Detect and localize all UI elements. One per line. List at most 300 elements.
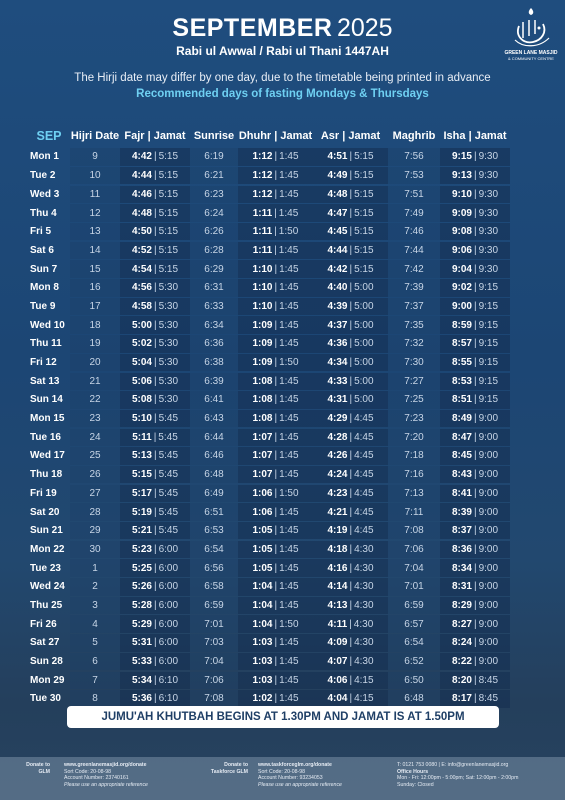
cell-dhuhr: 1:04 | 1:45 bbox=[238, 578, 313, 595]
cell-maghrib: 6:48 bbox=[388, 690, 440, 707]
cell-fajr: 4:50 | 5:15 bbox=[120, 223, 190, 240]
cell-fajr: 5:28 | 6:00 bbox=[120, 597, 190, 614]
cell-fajr: 4:54 | 5:15 bbox=[120, 260, 190, 277]
cell-hijri: 26 bbox=[70, 466, 120, 483]
table-row bbox=[28, 391, 540, 408]
cell-fajr: 5:36 | 6:10 bbox=[120, 690, 190, 707]
cell-dhuhr: 1:04 | 1:45 bbox=[238, 597, 313, 614]
table-row bbox=[28, 223, 540, 240]
cell-isha: 8:34 | 9:00 bbox=[440, 559, 510, 576]
header-month: SEP bbox=[36, 129, 62, 143]
table-row bbox=[28, 354, 540, 371]
cell-dhuhr: 1:05 | 1:45 bbox=[238, 559, 313, 576]
cell-isha: 8:41 | 9:00 bbox=[440, 485, 510, 502]
cell-maghrib: 7:53 bbox=[388, 167, 440, 184]
cell-hijri: 3 bbox=[70, 597, 120, 614]
cell-isha: 9:02 | 9:15 bbox=[440, 279, 510, 296]
cell-sunrise: 7:08 bbox=[190, 690, 238, 707]
cell-hijri: 14 bbox=[70, 242, 120, 259]
cell-maghrib: 7:06 bbox=[388, 541, 440, 558]
title-year: 2025 bbox=[336, 14, 393, 42]
cell-day: Tue 9 bbox=[30, 300, 56, 312]
cell-asr: 4:07 | 4:30 bbox=[313, 653, 388, 670]
cell-isha: 8:24 | 9:00 bbox=[440, 634, 510, 651]
cell-maghrib: 7:18 bbox=[388, 447, 440, 464]
cell-day: Wed 10 bbox=[30, 319, 65, 331]
cell-day: Sun 28 bbox=[30, 656, 63, 668]
cell-dhuhr: 1:07 | 1:45 bbox=[238, 466, 313, 483]
cell-dhuhr: 1:02 | 1:45 bbox=[238, 690, 313, 707]
cell-dhuhr: 1:10 | 1:45 bbox=[238, 279, 313, 296]
cell-asr: 4:19 | 4:45 bbox=[313, 522, 388, 539]
cell-isha: 8:31 | 9:00 bbox=[440, 578, 510, 595]
donate-glm-details: www.greenlanemasjid.org/donate Sort Code: 20-08-98 Account Number: 23740161 Please use an appropriate reference bbox=[64, 762, 194, 788]
cell-isha: 9:13 | 9:30 bbox=[440, 167, 510, 184]
cell-fajr: 5:31 | 6:00 bbox=[120, 634, 190, 651]
cell-maghrib: 7:39 bbox=[388, 279, 440, 296]
cell-maghrib: 6:59 bbox=[388, 597, 440, 614]
cell-day: Fri 5 bbox=[30, 226, 52, 238]
cell-dhuhr: 1:04 | 1:50 bbox=[238, 615, 313, 632]
table-row bbox=[28, 204, 540, 221]
table-row bbox=[28, 279, 540, 296]
cell-day: Thu 25 bbox=[30, 599, 63, 611]
footer bbox=[0, 757, 565, 800]
cell-fajr: 5:08 | 5:30 bbox=[120, 391, 190, 408]
cell-hijri: 9 bbox=[70, 148, 120, 165]
logo-name: GREEN LANE MASJID bbox=[504, 50, 558, 56]
cell-fajr: 5:02 | 5:30 bbox=[120, 335, 190, 352]
cell-asr: 4:37 | 5:00 bbox=[313, 316, 388, 333]
cell-dhuhr: 1:05 | 1:45 bbox=[238, 522, 313, 539]
table-row bbox=[28, 167, 540, 184]
cell-fajr: 5:10 | 5:45 bbox=[120, 410, 190, 427]
cell-day: Sat 6 bbox=[30, 244, 54, 256]
header-isha: Isha | Jamat bbox=[443, 130, 507, 142]
cell-isha: 8:57 | 9:15 bbox=[440, 335, 510, 352]
cell-fajr: 5:19 | 5:45 bbox=[120, 503, 190, 520]
cell-asr: 4:47 | 5:15 bbox=[313, 204, 388, 221]
cell-fajr: 5:21 | 5:45 bbox=[120, 522, 190, 539]
cell-isha: 8:59 | 9:15 bbox=[440, 316, 510, 333]
cell-maghrib: 7:11 bbox=[388, 503, 440, 520]
table-row bbox=[28, 410, 540, 427]
taskforce-donate-link[interactable]: www.taskforceglm.org/donate bbox=[258, 762, 332, 768]
cell-dhuhr: 1:03 | 1:45 bbox=[238, 653, 313, 670]
cell-isha: 8:39 | 9:00 bbox=[440, 503, 510, 520]
cell-maghrib: 7:04 bbox=[388, 559, 440, 576]
cell-sunrise: 6:26 bbox=[190, 223, 238, 240]
cell-fajr: 5:29 | 6:00 bbox=[120, 615, 190, 632]
cell-dhuhr: 1:12 | 1:45 bbox=[238, 167, 313, 184]
page-title bbox=[0, 14, 565, 43]
cell-day: Mon 1 bbox=[30, 151, 59, 163]
cell-maghrib: 6:52 bbox=[388, 653, 440, 670]
table-row bbox=[28, 373, 540, 390]
hijri-months-subtitle: Rabi ul Awwal / Rabi ul Thani 1447AH bbox=[176, 44, 389, 58]
cell-hijri: 17 bbox=[70, 298, 120, 315]
cell-dhuhr: 1:06 | 1:45 bbox=[238, 503, 313, 520]
cell-hijri: 23 bbox=[70, 410, 120, 427]
cell-day: Fri 19 bbox=[30, 487, 57, 499]
cell-fajr: 4:56 | 5:30 bbox=[120, 279, 190, 296]
cell-maghrib: 7:42 bbox=[388, 260, 440, 277]
cell-asr: 4:39 | 5:00 bbox=[313, 298, 388, 315]
cell-dhuhr: 1:11 | 1:50 bbox=[238, 223, 313, 240]
cell-maghrib: 7:13 bbox=[388, 485, 440, 502]
cell-dhuhr: 1:08 | 1:45 bbox=[238, 373, 313, 390]
cell-maghrib: 7:32 bbox=[388, 335, 440, 352]
cell-isha: 9:00 | 9:15 bbox=[440, 298, 510, 315]
cell-day: Thu 11 bbox=[30, 338, 62, 350]
cell-dhuhr: 1:11 | 1:45 bbox=[238, 204, 313, 221]
cell-fajr: 5:04 | 5:30 bbox=[120, 354, 190, 371]
cell-maghrib: 6:54 bbox=[388, 634, 440, 651]
table-row bbox=[28, 260, 540, 277]
cell-fajr: 5:15 | 5:45 bbox=[120, 466, 190, 483]
cell-hijri: 13 bbox=[70, 223, 120, 240]
cell-maghrib: 7:08 bbox=[388, 522, 440, 539]
cell-dhuhr: 1:11 | 1:45 bbox=[238, 242, 313, 259]
table-row bbox=[28, 148, 540, 165]
table-row bbox=[28, 634, 540, 651]
cell-fajr: 4:48 | 5:15 bbox=[120, 204, 190, 221]
cell-sunrise: 6:39 bbox=[190, 373, 238, 390]
masjid-logo bbox=[500, 6, 562, 68]
table-row bbox=[28, 242, 540, 259]
header-fajr: Fajr | Jamat bbox=[124, 130, 186, 142]
cell-day: Sat 13 bbox=[30, 375, 60, 387]
cell-asr: 4:48 | 5:15 bbox=[313, 186, 388, 203]
cell-sunrise: 6:53 bbox=[190, 522, 238, 539]
cell-hijri: 20 bbox=[70, 354, 120, 371]
cell-maghrib: 7:20 bbox=[388, 429, 440, 446]
cell-day: Sun 7 bbox=[30, 263, 58, 275]
donate-glm-label: Donate to GLM bbox=[26, 762, 50, 775]
cell-day: Sun 21 bbox=[30, 525, 63, 537]
cell-sunrise: 6:49 bbox=[190, 485, 238, 502]
cell-asr: 4:40 | 5:00 bbox=[313, 279, 388, 296]
cell-isha: 9:04 | 9:30 bbox=[440, 260, 510, 277]
cell-day: Fri 26 bbox=[30, 618, 57, 630]
table-row bbox=[28, 429, 540, 446]
cell-fajr: 5:11 | 5:45 bbox=[120, 429, 190, 446]
cell-sunrise: 6:21 bbox=[190, 167, 238, 184]
fasting-note: Recommended days of fasting Mondays & Thursdays bbox=[136, 88, 429, 100]
cell-hijri: 18 bbox=[70, 316, 120, 333]
cell-day: Sun 14 bbox=[30, 394, 63, 406]
cell-dhuhr: 1:08 | 1:45 bbox=[238, 410, 313, 427]
cell-asr: 4:21 | 4:45 bbox=[313, 503, 388, 520]
cell-fajr: 5:13 | 5:45 bbox=[120, 447, 190, 464]
cell-day: Mon 22 bbox=[30, 543, 65, 555]
cell-asr: 4:33 | 5:00 bbox=[313, 373, 388, 390]
cell-fajr: 4:42 | 5:15 bbox=[120, 148, 190, 165]
cell-day: Fri 12 bbox=[30, 357, 57, 369]
table-row bbox=[28, 578, 540, 595]
cell-sunrise: 6:54 bbox=[190, 541, 238, 558]
cell-asr: 4:13 | 4:30 bbox=[313, 597, 388, 614]
cell-asr: 4:28 | 4:45 bbox=[313, 429, 388, 446]
cell-asr: 4:24 | 4:45 bbox=[313, 466, 388, 483]
cell-fajr: 5:34 | 6:10 bbox=[120, 672, 190, 689]
cell-isha: 8:20 | 8:45 bbox=[440, 672, 510, 689]
header-dhuhr: Dhuhr | Jamat bbox=[238, 130, 313, 142]
cell-dhuhr: 1:05 | 1:45 bbox=[238, 541, 313, 558]
cell-dhuhr: 1:07 | 1:45 bbox=[238, 447, 313, 464]
jumuah-banner: JUMU'AH KHUTBAH BEGINS AT 1.30PM AND JAMAT IS AT 1.50PM bbox=[67, 706, 499, 728]
prayer-timetable bbox=[28, 125, 540, 708]
table-row bbox=[28, 186, 540, 203]
cell-sunrise: 6:29 bbox=[190, 260, 238, 277]
cell-maghrib: 7:27 bbox=[388, 373, 440, 390]
cell-maghrib: 7:44 bbox=[388, 242, 440, 259]
header-sunrise: Sunrise bbox=[193, 130, 235, 142]
cell-fajr: 4:52 | 5:15 bbox=[120, 242, 190, 259]
cell-hijri: 21 bbox=[70, 373, 120, 390]
table-row bbox=[28, 597, 540, 614]
cell-asr: 4:49 | 5:15 bbox=[313, 167, 388, 184]
cell-hijri: 8 bbox=[70, 690, 120, 707]
cell-isha: 8:43 | 9:00 bbox=[440, 466, 510, 483]
cell-day: Thu 18 bbox=[30, 469, 63, 481]
cell-isha: 9:10 | 9:30 bbox=[440, 186, 510, 203]
cell-sunrise: 6:33 bbox=[190, 298, 238, 315]
header-maghrib: Maghrib bbox=[392, 130, 436, 142]
cell-hijri: 12 bbox=[70, 204, 120, 221]
cell-isha: 8:17 | 8:45 bbox=[440, 690, 510, 707]
cell-sunrise: 6:41 bbox=[190, 391, 238, 408]
cell-isha: 9:08 | 9:30 bbox=[440, 223, 510, 240]
cell-asr: 4:06 | 4:15 bbox=[313, 672, 388, 689]
cell-day: Wed 17 bbox=[30, 450, 65, 462]
cell-day: Wed 24 bbox=[30, 581, 65, 593]
cell-asr: 4:26 | 4:45 bbox=[313, 447, 388, 464]
header-asr: Asr | Jamat bbox=[320, 130, 381, 142]
cell-maghrib: 7:37 bbox=[388, 298, 440, 315]
cell-day: Mon 29 bbox=[30, 674, 65, 686]
cell-maghrib: 7:35 bbox=[388, 316, 440, 333]
logo-subtitle: & COMMUNITY CENTRE bbox=[508, 56, 554, 61]
cell-asr: 4:34 | 5:00 bbox=[313, 354, 388, 371]
cell-sunrise: 7:04 bbox=[190, 653, 238, 670]
cell-hijri: 19 bbox=[70, 335, 120, 352]
cell-day: Tue 16 bbox=[30, 431, 61, 443]
cell-asr: 4:29 | 4:45 bbox=[313, 410, 388, 427]
table-row bbox=[28, 485, 540, 502]
table-row bbox=[28, 503, 540, 520]
donate-taskforce-label: Donate to Taskforce GLM bbox=[210, 762, 248, 775]
table-row bbox=[28, 316, 540, 333]
donate-taskforce-details: www.taskforceglm.org/donate Sort Code: 20-08-98 Account Number: 93234053 Please use an appropriate reference bbox=[258, 762, 388, 788]
cell-sunrise: 6:31 bbox=[190, 279, 238, 296]
cell-asr: 4:09 | 4:30 bbox=[313, 634, 388, 651]
cell-fajr: 5:26 | 6:00 bbox=[120, 578, 190, 595]
cell-hijri: 27 bbox=[70, 485, 120, 502]
cell-hijri: 11 bbox=[70, 186, 120, 203]
cell-isha: 8:37 | 9:00 bbox=[440, 522, 510, 539]
cell-day: Mon 15 bbox=[30, 413, 65, 425]
cell-sunrise: 6:58 bbox=[190, 578, 238, 595]
cell-maghrib: 6:50 bbox=[388, 672, 440, 689]
cell-asr: 4:45 | 5:15 bbox=[313, 223, 388, 240]
cell-hijri: 28 bbox=[70, 503, 120, 520]
cell-hijri: 4 bbox=[70, 615, 120, 632]
cell-day: Thu 4 bbox=[30, 207, 57, 219]
cell-dhuhr: 1:12 | 1:45 bbox=[238, 186, 313, 203]
cell-sunrise: 6:34 bbox=[190, 316, 238, 333]
cell-isha: 8:47 | 9:00 bbox=[440, 429, 510, 446]
table-row bbox=[28, 522, 540, 539]
cell-maghrib: 7:56 bbox=[388, 148, 440, 165]
cell-sunrise: 6:46 bbox=[190, 447, 238, 464]
cell-dhuhr: 1:12 | 1:45 bbox=[238, 148, 313, 165]
cell-isha: 8:22 | 9:00 bbox=[440, 653, 510, 670]
cell-fajr: 5:06 | 5:30 bbox=[120, 373, 190, 390]
cell-hijri: 16 bbox=[70, 279, 120, 296]
cell-sunrise: 7:03 bbox=[190, 634, 238, 651]
cell-day: Mon 8 bbox=[30, 282, 59, 294]
cell-dhuhr: 1:07 | 1:45 bbox=[238, 429, 313, 446]
cell-isha: 8:29 | 9:00 bbox=[440, 597, 510, 614]
cell-asr: 4:42 | 5:15 bbox=[313, 260, 388, 277]
cell-maghrib: 7:49 bbox=[388, 204, 440, 221]
cell-hijri: 5 bbox=[70, 634, 120, 651]
cell-hijri: 30 bbox=[70, 541, 120, 558]
table-row bbox=[28, 615, 540, 632]
cell-fajr: 4:44 | 5:15 bbox=[120, 167, 190, 184]
cell-fajr: 5:33 | 6:00 bbox=[120, 653, 190, 670]
cell-asr: 4:31 | 5:00 bbox=[313, 391, 388, 408]
calligraphy-logo-icon bbox=[509, 6, 553, 50]
cell-fajr: 5:25 | 6:00 bbox=[120, 559, 190, 576]
cell-isha: 8:36 | 9:00 bbox=[440, 541, 510, 558]
cell-hijri: 7 bbox=[70, 672, 120, 689]
cell-maghrib: 7:01 bbox=[388, 578, 440, 595]
table-row bbox=[28, 298, 540, 315]
header-hijri: Hijri Date bbox=[70, 130, 120, 142]
table-row bbox=[28, 541, 540, 558]
cell-fajr: 5:00 | 5:30 bbox=[120, 316, 190, 333]
cell-maghrib: 7:46 bbox=[388, 223, 440, 240]
cell-hijri: 29 bbox=[70, 522, 120, 539]
cell-isha: 8:45 | 9:00 bbox=[440, 447, 510, 464]
cell-sunrise: 6:48 bbox=[190, 466, 238, 483]
table-row bbox=[28, 653, 540, 670]
cell-maghrib: 7:30 bbox=[388, 354, 440, 371]
cell-sunrise: 6:24 bbox=[190, 204, 238, 221]
cell-hijri: 6 bbox=[70, 653, 120, 670]
cell-sunrise: 6:36 bbox=[190, 335, 238, 352]
cell-sunrise: 6:19 bbox=[190, 148, 238, 165]
cell-asr: 4:14 | 4:30 bbox=[313, 578, 388, 595]
cell-isha: 9:15 | 9:30 bbox=[440, 148, 510, 165]
cell-hijri: 1 bbox=[70, 559, 120, 576]
cell-isha: 8:55 | 9:15 bbox=[440, 354, 510, 371]
cell-fajr: 4:46 | 5:15 bbox=[120, 186, 190, 203]
cell-isha: 9:09 | 9:30 bbox=[440, 204, 510, 221]
cell-asr: 4:44 | 5:15 bbox=[313, 242, 388, 259]
cell-asr: 4:11 | 4:30 bbox=[313, 615, 388, 632]
cell-maghrib: 7:25 bbox=[388, 391, 440, 408]
cell-day: Tue 23 bbox=[30, 562, 61, 574]
cell-day: Wed 3 bbox=[30, 188, 60, 200]
cell-fajr: 4:58 | 5:30 bbox=[120, 298, 190, 315]
cell-sunrise: 7:06 bbox=[190, 672, 238, 689]
cell-maghrib: 7:23 bbox=[388, 410, 440, 427]
cell-isha: 8:53 | 9:15 bbox=[440, 373, 510, 390]
cell-day: Tue 30 bbox=[30, 693, 61, 705]
cell-isha: 8:51 | 9:15 bbox=[440, 391, 510, 408]
cell-dhuhr: 1:06 | 1:50 bbox=[238, 485, 313, 502]
cell-asr: 4:04 | 4:15 bbox=[313, 690, 388, 707]
cell-sunrise: 6:56 bbox=[190, 559, 238, 576]
cell-asr: 4:18 | 4:30 bbox=[313, 541, 388, 558]
cell-maghrib: 6:57 bbox=[388, 615, 440, 632]
table-row bbox=[28, 672, 540, 689]
table-row bbox=[28, 447, 540, 464]
cell-dhuhr: 1:10 | 1:45 bbox=[238, 298, 313, 315]
cell-dhuhr: 1:03 | 1:45 bbox=[238, 634, 313, 651]
cell-isha: 9:06 | 9:30 bbox=[440, 242, 510, 259]
cell-asr: 4:36 | 5:00 bbox=[313, 335, 388, 352]
cell-hijri: 22 bbox=[70, 391, 120, 408]
cell-hijri: 15 bbox=[70, 260, 120, 277]
cell-hijri: 25 bbox=[70, 447, 120, 464]
cell-hijri: 2 bbox=[70, 578, 120, 595]
cell-dhuhr: 1:09 | 1:45 bbox=[238, 316, 313, 333]
table-row bbox=[28, 559, 540, 576]
cell-asr: 4:51 | 5:15 bbox=[313, 148, 388, 165]
cell-sunrise: 6:23 bbox=[190, 186, 238, 203]
cell-dhuhr: 1:08 | 1:45 bbox=[238, 391, 313, 408]
cell-sunrise: 7:01 bbox=[190, 615, 238, 632]
cell-dhuhr: 1:09 | 1:50 bbox=[238, 354, 313, 371]
cell-day: Tue 2 bbox=[30, 170, 56, 182]
table-body bbox=[28, 148, 540, 707]
cell-fajr: 5:23 | 6:00 bbox=[120, 541, 190, 558]
cell-day: Sat 20 bbox=[30, 506, 60, 518]
cell-sunrise: 6:43 bbox=[190, 410, 238, 427]
cell-sunrise: 6:51 bbox=[190, 503, 238, 520]
table-row bbox=[28, 466, 540, 483]
cell-sunrise: 6:28 bbox=[190, 242, 238, 259]
cell-hijri: 24 bbox=[70, 429, 120, 446]
cell-dhuhr: 1:10 | 1:45 bbox=[238, 260, 313, 277]
hijri-disclaimer: The Hirji date may differ by one day, due to the timetable being printed in advance bbox=[74, 72, 491, 84]
cell-dhuhr: 1:03 | 1:45 bbox=[238, 672, 313, 689]
title-month: SEPTEMBER bbox=[172, 14, 333, 42]
cell-asr: 4:16 | 4:30 bbox=[313, 559, 388, 576]
cell-sunrise: 6:44 bbox=[190, 429, 238, 446]
table-row bbox=[28, 335, 540, 352]
cell-isha: 8:27 | 9:00 bbox=[440, 615, 510, 632]
table-header bbox=[28, 125, 540, 147]
contact-line: T: 0121 753 0080 | E: info@greenlanemasjid.org bbox=[397, 762, 509, 768]
cell-asr: 4:23 | 4:45 bbox=[313, 485, 388, 502]
contact-details: T: 0121 753 0080 | E: info@greenlanemasjid.org Office Hours Mon - Fri: 12:00pm - 5:00pm; Sat: 12:00pm - 2:00pm Sunday: Closed bbox=[397, 762, 562, 788]
cell-maghrib: 7:51 bbox=[388, 186, 440, 203]
cell-isha: 8:49 | 9:00 bbox=[440, 410, 510, 427]
cell-hijri: 10 bbox=[70, 167, 120, 184]
cell-sunrise: 6:59 bbox=[190, 597, 238, 614]
cell-sunrise: 6:38 bbox=[190, 354, 238, 371]
cell-dhuhr: 1:09 | 1:45 bbox=[238, 335, 313, 352]
glm-donate-link[interactable]: www.greenlanemasjid.org/donate bbox=[64, 762, 147, 768]
cell-day: Sat 27 bbox=[30, 637, 60, 649]
cell-maghrib: 7:16 bbox=[388, 466, 440, 483]
cell-fajr: 5:17 | 5:45 bbox=[120, 485, 190, 502]
